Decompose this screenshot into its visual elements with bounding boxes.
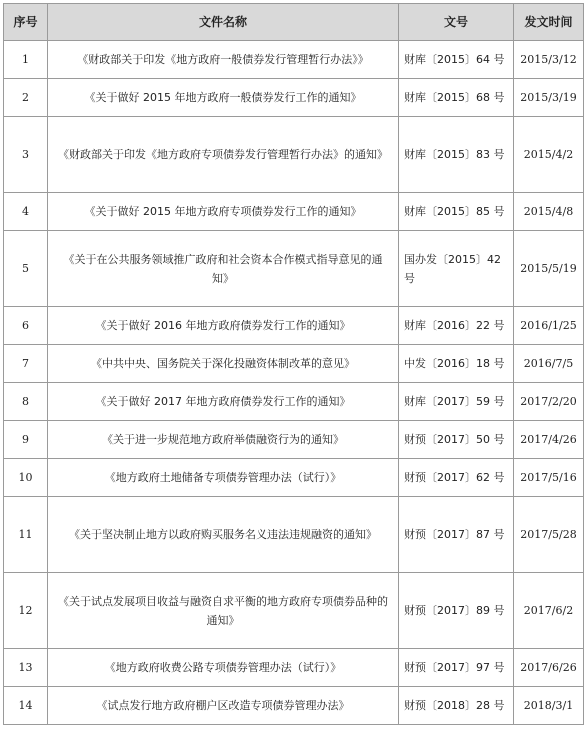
- row-index: 14: [4, 687, 48, 725]
- row-index: 11: [4, 497, 48, 573]
- row-date: 2015/4/8: [514, 193, 584, 231]
- row-date: 2015/3/19: [514, 79, 584, 117]
- table-row: [4, 117, 584, 193]
- row-date: 2017/6/2: [514, 573, 584, 649]
- row-doc-no: 财库〔2016〕22 号: [399, 307, 514, 345]
- row-index: 8: [4, 383, 48, 421]
- row-title: 《中共中央、国务院关于深化投融资体制改革的意见》: [48, 345, 399, 383]
- header-title: 文件名称: [48, 4, 399, 41]
- row-doc-no: 财库〔2015〕68 号: [399, 79, 514, 117]
- row-doc-no: 财预〔2018〕28 号: [399, 687, 514, 725]
- row-doc-no: 财预〔2017〕89 号: [399, 573, 514, 649]
- row-title: 《关于做好 2017 年地方政府债券发行工作的通知》: [48, 383, 399, 421]
- row-doc-no: 财库〔2015〕83 号: [399, 117, 514, 193]
- row-title: 《关于在公共服务领域推广政府和社会资本合作模式指导意见的通知》: [48, 231, 399, 307]
- row-title: 《试点发行地方政府棚户区改造专项债券管理办法》: [48, 687, 399, 725]
- row-index: 12: [4, 573, 48, 649]
- row-date: 2017/6/26: [514, 649, 584, 687]
- header-index: 序号: [4, 4, 48, 41]
- row-title: 《关于做好 2015 年地方政府专项债券发行工作的通知》: [48, 193, 399, 231]
- row-index: 9: [4, 421, 48, 459]
- table-row: [4, 649, 584, 687]
- row-doc-no: 财预〔2017〕62 号: [399, 459, 514, 497]
- row-date: 2016/1/25: [514, 307, 584, 345]
- policy-table-wrapper: [3, 3, 584, 725]
- row-doc-no: 财库〔2015〕64 号: [399, 41, 514, 79]
- table-row: [4, 79, 584, 117]
- row-index: 13: [4, 649, 48, 687]
- table-row: [4, 459, 584, 497]
- row-date: 2017/2/20: [514, 383, 584, 421]
- row-doc-no: 财预〔2017〕97 号: [399, 649, 514, 687]
- table-row: [4, 497, 584, 573]
- row-date: 2015/5/19: [514, 231, 584, 307]
- table-row: [4, 383, 584, 421]
- row-title: 《地方政府收费公路专项债券管理办法（试行）》: [48, 649, 399, 687]
- row-doc-no: 财库〔2015〕85 号: [399, 193, 514, 231]
- row-title: 《财政部关于印发《地方政府一般债券发行管理暂行办法》》: [48, 41, 399, 79]
- row-title: 《关于做好 2015 年地方政府一般债券发行工作的通知》: [48, 79, 399, 117]
- row-title: 《关于坚决制止地方以政府购买服务名义违法违规融资的通知》: [48, 497, 399, 573]
- row-title: 《关于做好 2016 年地方政府债券发行工作的通知》: [48, 307, 399, 345]
- table-row: [4, 345, 584, 383]
- table-header-row: [4, 4, 584, 41]
- policy-documents-table: [3, 3, 584, 725]
- row-index: 6: [4, 307, 48, 345]
- row-doc-no: 财库〔2017〕59 号: [399, 383, 514, 421]
- row-date: 2017/5/28: [514, 497, 584, 573]
- row-title: 《关于试点发展项目收益与融资自求平衡的地方政府专项债券品种的通知》: [48, 573, 399, 649]
- row-index: 5: [4, 231, 48, 307]
- row-date: 2017/5/16: [514, 459, 584, 497]
- row-date: 2018/3/1: [514, 687, 584, 725]
- table-row: [4, 307, 584, 345]
- table-body: [4, 41, 584, 725]
- row-index: 2: [4, 79, 48, 117]
- header-doc-no: 文号: [399, 4, 514, 41]
- table-row: [4, 421, 584, 459]
- row-doc-no: 国办发〔2015〕42 号: [399, 231, 514, 307]
- row-doc-no: 财预〔2017〕87 号: [399, 497, 514, 573]
- table-row: [4, 687, 584, 725]
- row-index: 1: [4, 41, 48, 79]
- table-row: [4, 193, 584, 231]
- row-index: 3: [4, 117, 48, 193]
- row-date: 2017/4/26: [514, 421, 584, 459]
- row-index: 7: [4, 345, 48, 383]
- table-row: [4, 231, 584, 307]
- table-row: [4, 41, 584, 79]
- row-title: 《财政部关于印发《地方政府专项债券发行管理暂行办法》的通知》: [48, 117, 399, 193]
- row-date: 2015/3/12: [514, 41, 584, 79]
- row-title: 《关于进一步规范地方政府举债融资行为的通知》: [48, 421, 399, 459]
- table-row: [4, 573, 584, 649]
- row-date: 2016/7/5: [514, 345, 584, 383]
- row-index: 4: [4, 193, 48, 231]
- row-doc-no: 财预〔2017〕50 号: [399, 421, 514, 459]
- row-date: 2015/4/2: [514, 117, 584, 193]
- row-doc-no: 中发〔2016〕18 号: [399, 345, 514, 383]
- row-index: 10: [4, 459, 48, 497]
- header-date: 发文时间: [514, 4, 584, 41]
- row-title: 《地方政府土地储备专项债券管理办法（试行）》: [48, 459, 399, 497]
